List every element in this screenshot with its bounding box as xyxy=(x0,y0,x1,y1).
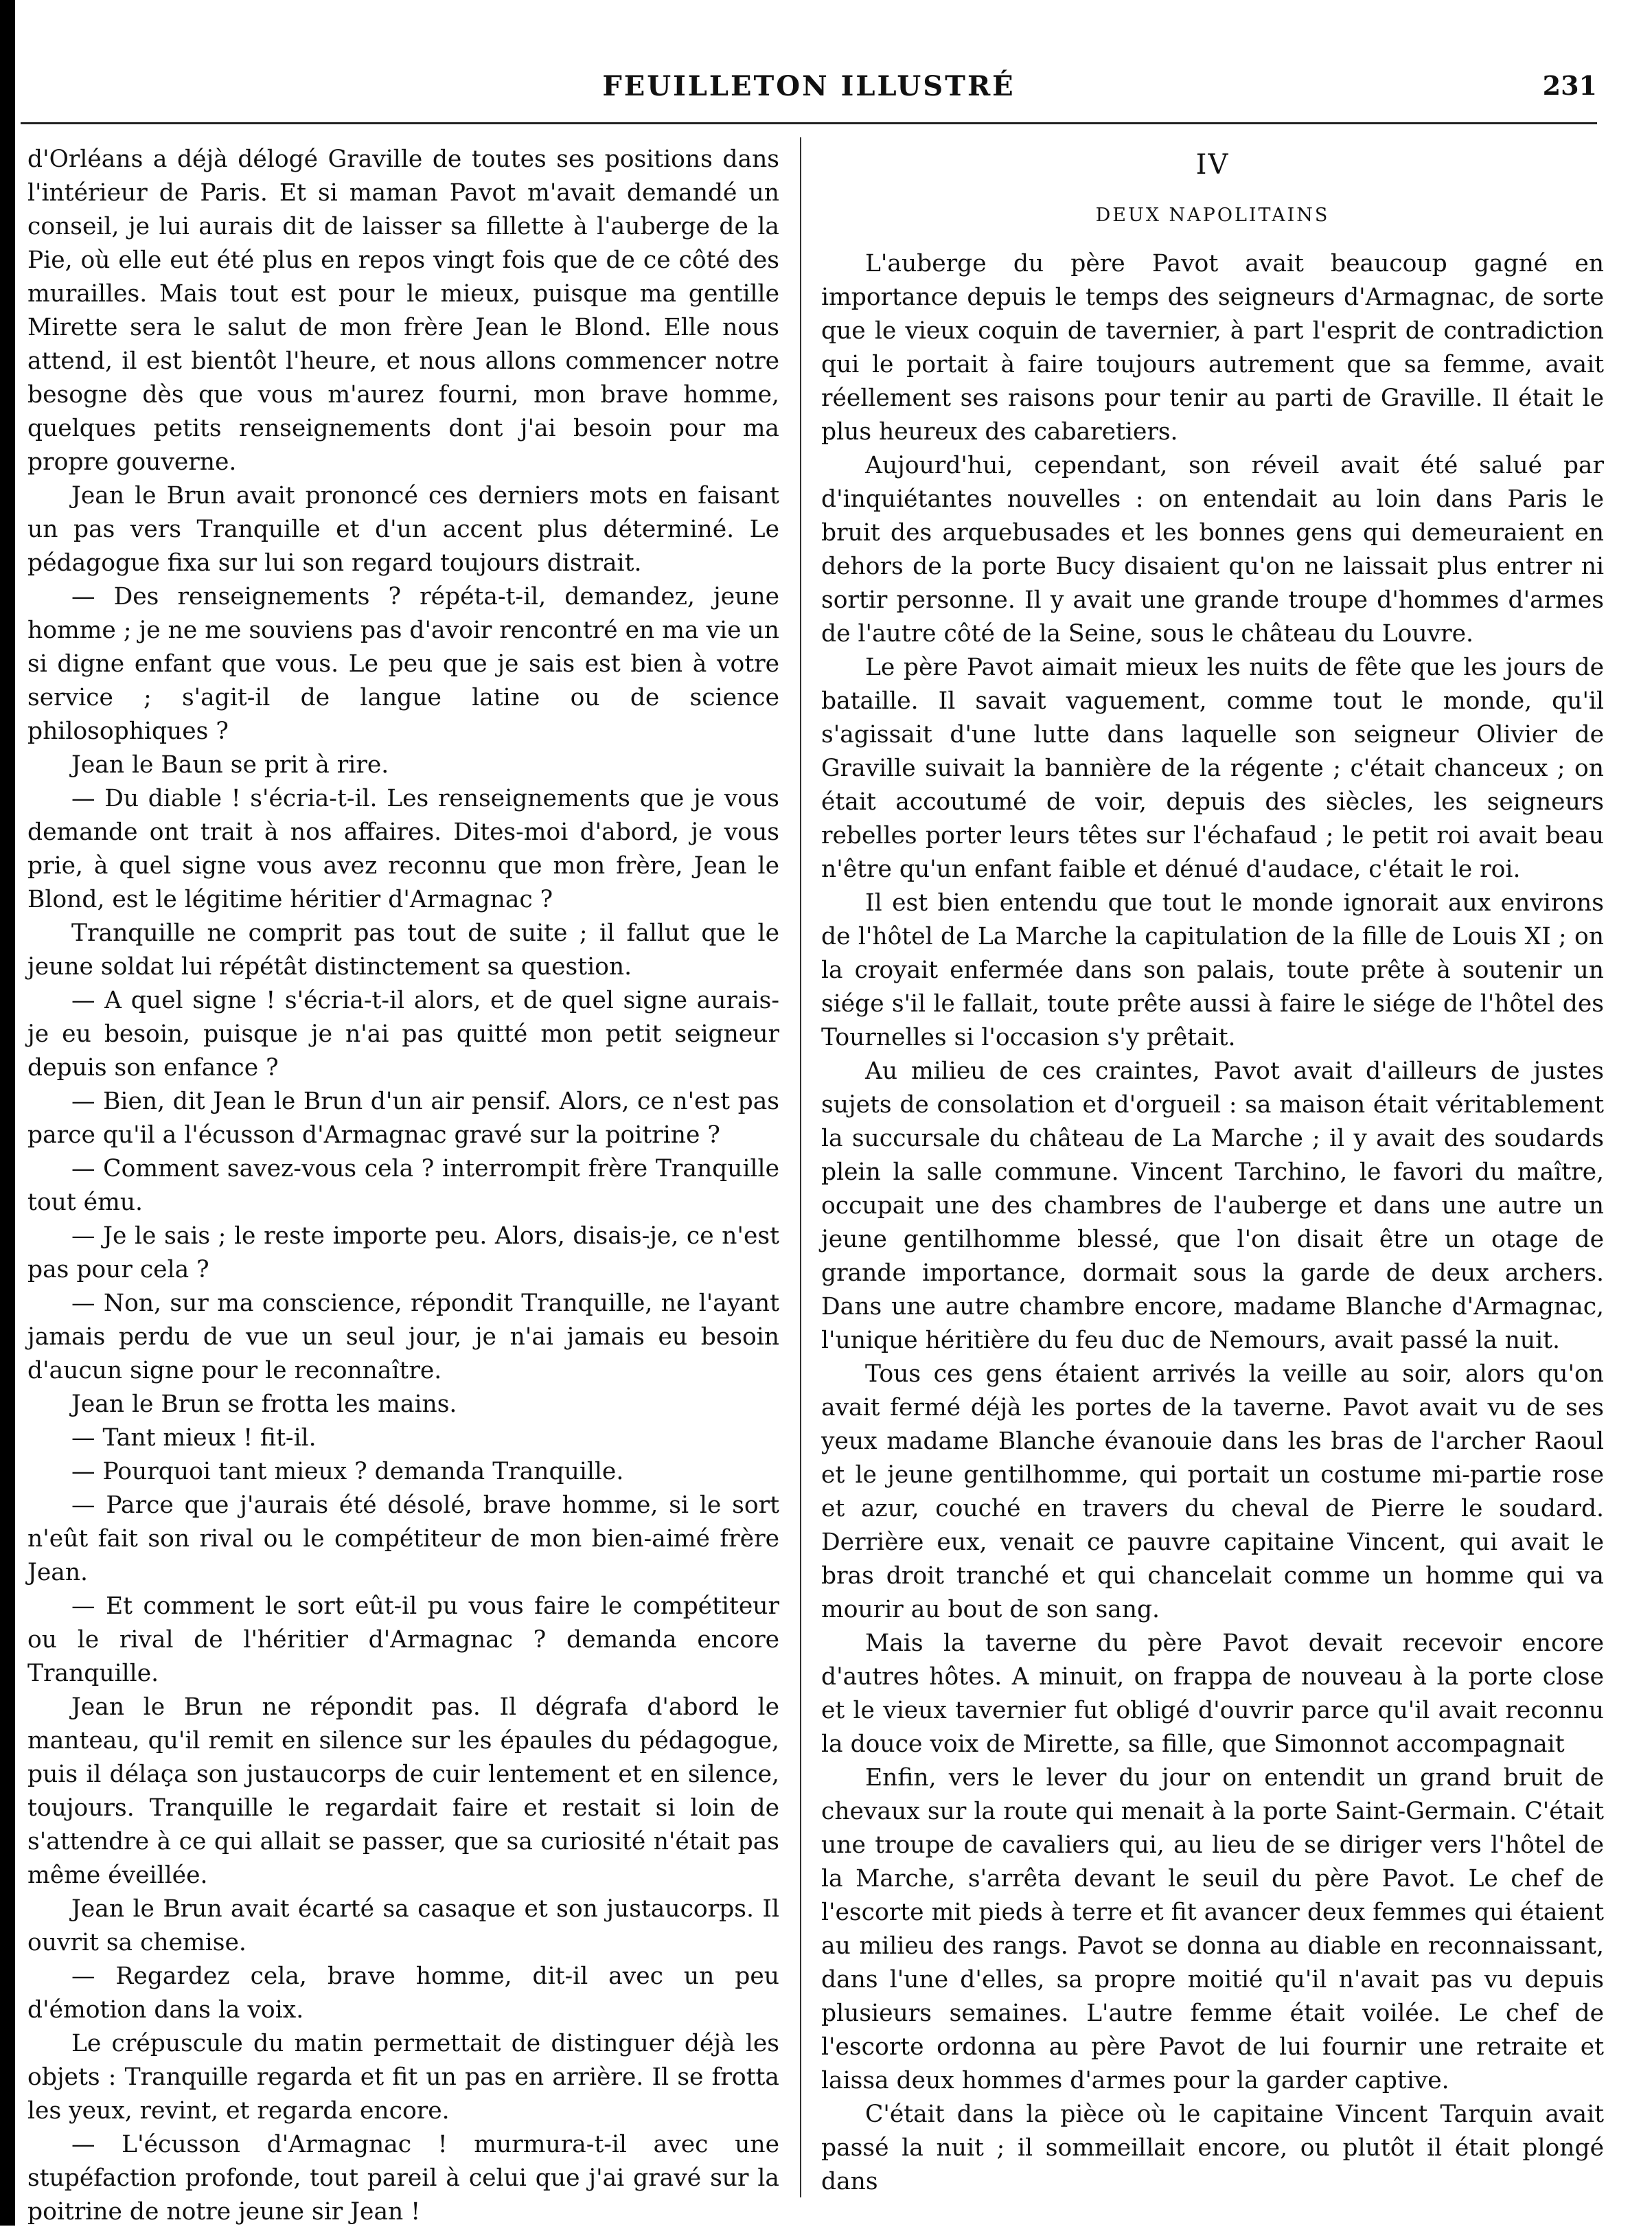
paragraph: — Non, sur ma conscience, répondit Tranquille, ne l'ayant jamais perdu de vue un seul jour, je n'ai jamais eu besoin d'aucun signe pour le reconnaître. xyxy=(27,1290,779,1384)
paragraph: — Du diable ! s'écria-t-il. Les renseignements que je vous demande ont trait à nos affaires. Dites-moi d'abord, je vous prie, à quel signe vous avez reconnu que mon frère, Jean le Blond, est le légitime héritier d'Armagnac ? xyxy=(27,785,779,913)
paragraph: L'auberge du père Pavot avait beaucoup gagné en importance depuis le temps des seigneurs d'Armagnac, de sorte que le vieux coquin de tavernier, à part l'esprit de contradiction qui le portait à faire toujours autrement que sa femme, avait réellement ses raisons pour tenir au parti de Graville. Il était le plus heureux des cabaretiers. xyxy=(821,250,1604,446)
column-divider xyxy=(800,137,801,2197)
right-column xyxy=(821,143,1604,2196)
paragraph: — Parce que j'aurais été désolé, brave homme, si le sort n'eût fait son rival ou le compétiteur de mon bien-aimé frère Jean. xyxy=(27,1491,779,1586)
paragraph: Il est bien entendu que tout le monde ignorait aux environs de l'hôtel de La Marche la capitulation de la fille de Louis XI ; on la croyait enfermée dans son palais, toute prête à soutenir un siége s'il le fallait, toute prête aussi à faire le siége de l'hôtel des Tournelles si l'occasion s'y prêtait. xyxy=(821,889,1604,1051)
paragraph: Au milieu de ces craintes, Pavot avait d'ailleurs de justes sujets de consolation et d'orgueil : sa maison était véritablement la succursale du château de La Marche ; il y avait des soudards plein la salle commune. Vincent Tarchino, le favori du maître, occupait une des chambres de l'auberge et dans une autre un jeune gentilhomme blessé, que l'on disait être un otage de grande importance, dormait sous la garde de deux archers. Dans une autre chambre encore, madame Blanche d'Armagnac, l'unique héritière du feu duc de Nemours, avait passé la nuit. xyxy=(821,1058,1604,1354)
paragraph: Jean le Brun ne répondit pas. Il dégrafa d'abord le manteau, qu'il remit en silence sur les épaules du pédagogue, puis il délaça son justaucorps de cuir lentement et en silence, toujours. Tranquille le regardait faire et restait si loin de s'attendre à ce qui allait se passer, que sa curiosité n'était pas même éveillée. xyxy=(27,1693,779,1889)
chapter-title: DEUX NAPOLITAINS xyxy=(1095,205,1330,226)
publication-title: FEUILLETON ILLUSTRÉ xyxy=(602,70,1016,102)
paragraph: d'Orléans a déjà délogé Graville de toutes ses positions dans l'intérieur de Paris. Et si maman Pavot m'avait demandé un conseil, je lui aurais dit de laisser sa fillette à l'auberge de la Pie, où elle eut été plus en repos vingt fois que de ce côté des murailles. Mais tout est pour le mieux, puisque ma gentille Mirette sera le salut de mon frère Jean le Blond. Elle nous attend, il est bientôt l'heure, et nous allons commencer notre besogne dès que vous m'aurez fourni, mon brave homme, quelques petits renseignements dont j'ai besoin pour ma propre gouverne. xyxy=(27,146,779,476)
paragraph: Enfin, vers le lever du jour on entendit un grand bruit de chevaux sur la route qui menait à la porte Saint-Germain. C'était une troupe de cavaliers qui, au lieu de se diriger vers l'hôtel de la Marche, s'arrêta devant le seuil du père Pavot. Le chef de l'escorte mit pieds à terre et fit avancer deux femmes qui étaient au milieu des rangs. Pavot se donna au diable en reconnaissant, dans l'une d'elles, sa propre moitié qu'il n'avait pas vu depuis plusieurs semaines. L'autre femme était voilée. Le chef de l'escorte ordonna au père Pavot de lui fournir une retraite et laissa deux hommes d'armes pour la garder captive. xyxy=(821,1764,1604,2094)
paragraph: Mais la taverne du père Pavot devait recevoir encore d'autres hôtes. A minuit, on frappa de nouveau à la porte close et le vieux tavernier fut obligé d'ouvrir parce qu'il avait reconnu la douce voix de Mirette, sa fille, que Simonnot accompagnait xyxy=(821,1630,1604,1758)
left-column xyxy=(27,143,779,2226)
paragraph: — A quel signe ! s'écria-t-il alors, et de quel signe aurais-je eu besoin, puisque je n'ai pas quitté mon petit seigneur depuis son enfance ? xyxy=(27,987,779,1082)
paragraph: Aujourd'hui, cependant, son réveil avait été salué par d'inquiétantes nouvelles : on entendait au loin dans Paris le bruit des arquebusades et les bonnes gens qui demeuraient en dehors de la porte Bucy disaient qu'on ne laissait plus entrer ni sortir personne. Il y avait une grande troupe d'hommes d'armes de l'autre côté de la Seine, sous le château du Louvre. xyxy=(821,452,1604,648)
page-number: 231 xyxy=(1542,70,1597,101)
paragraph: — Bien, dit Jean le Brun d'un air pensif. Alors, ce n'est pas parce qu'il a l'écusson d'Armagnac gravé sur la poitrine ? xyxy=(27,1088,779,1149)
header-rule xyxy=(21,122,1597,124)
paragraph: — Regardez cela, brave homme, dit-il avec un peu d'émotion dans la voix. xyxy=(27,1963,779,2024)
paragraph: Jean le Brun avait prononcé ces derniers mots en faisant un pas vers Tranquille et d'un accent plus déterminé. Le pédagogue fixa sur lui son regard toujours distrait. xyxy=(27,482,779,577)
paragraph: Tous ces gens étaient arrivés la veille au soir, alors qu'on avait fermé déjà les portes de la taverne. Pavot avait vu de ses yeux madame Blanche évanouie dans les bras de l'archer Raoul et le jeune gentilhomme, qui portait un costume mi-partie rose et azur, couché en travers du cheval de Pierre le soudard. Derrière eux, venait ce pauvre capitaine Vincent, qui avait le bras droit tranché et qui chancelait comme un homme qui va mourir au bout de son sang. xyxy=(821,1360,1604,1623)
paragraph: C'était dans la pièce où le capitaine Vincent Tarquin avait passé la nuit ; il sommeillait encore, ou plutôt il était plongé dans xyxy=(821,2101,1604,2195)
paragraph: — Comment savez-vous cela ? interrompit frère Tranquille tout ému. xyxy=(27,1155,779,1216)
paragraph: Le crépuscule du matin permettait de distinguer déjà les objets : Tranquille regarda et fit un pas en arrière. Il se frotta les yeux, revint, et regarda encore. xyxy=(27,2030,779,2125)
paragraph: — Je le sais ; le reste importe peu. Alors, disais-je, ce n'est pas pour cela ? xyxy=(27,1222,779,1283)
paragraph: Tranquille ne comprit pas tout de suite ; il fallut que le jeune soldat lui répétât distinctement sa question. xyxy=(27,919,779,981)
paragraph: — L'écusson d'Armagnac ! murmura-t-il avec une stupéfaction profonde, tout pareil à celui que j'ai gravé sur la poitrine de notre jeune sir Jean ! xyxy=(27,2131,779,2226)
paragraph: Jean le Brun avait écarté sa casaque et son justaucorps. Il ouvrit sa chemise. xyxy=(27,1895,779,1956)
binding-edge xyxy=(0,0,15,2226)
page-header xyxy=(21,63,1597,111)
paragraph: — Et comment le sort eût-il pu vous faire le compétiteur ou le rival de l'héritier d'Armagnac ? demanda encore Tranquille. xyxy=(27,1592,779,1687)
paragraph: — Des renseignements ? répéta-t-il, demandez, jeune homme ; je ne me souviens pas d'avoir rencontré en ma vie un si digne enfant que vous. Le peu que je sais est bien à votre service ; s'agit-il de langue latine ou de science philosophiques ? xyxy=(27,583,779,745)
paragraph: — Pourquoi tant mieux ? demanda Tranquille. xyxy=(71,1458,624,1485)
paragraph: Le père Pavot aimait mieux les nuits de fête que les jours de bataille. Il savait vaguement, comme tout le monde, qu'il s'agissait d'une lutte dans laquelle son seigneur Olivier de Graville suivait la bannière de la régente ; c'était chanceux ; on était accoutumé de voir, depuis des siècles, les seigneurs rebelles porter leurs têtes sur l'échafaud ; le petit roi avait beau n'être qu'un enfant faible et dénué d'audace, c'était le roi. xyxy=(821,654,1604,883)
paragraph: — Tant mieux ! fit-il. xyxy=(71,1424,317,1452)
chapter-number: IV xyxy=(1195,149,1230,181)
paragraph: Jean le Baun se prit à rire. xyxy=(71,751,389,779)
paragraph: Jean le Brun se frotta les mains. xyxy=(71,1391,457,1418)
